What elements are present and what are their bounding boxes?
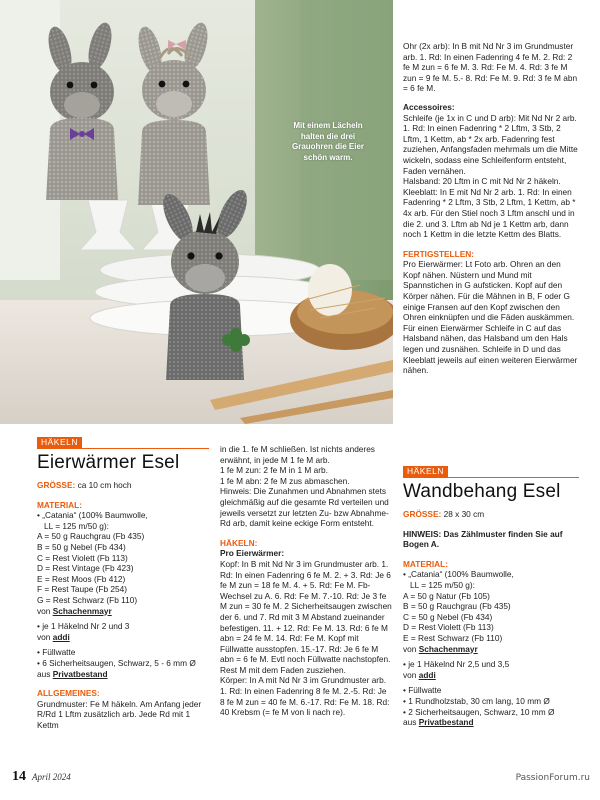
- groesse-label: GRÖSSE:: [403, 509, 442, 519]
- fe-m-abn: 1 fe M abn: 2 fe M zus abmaschen.: [220, 475, 350, 486]
- koerper-instructions: Körper: In A mit Nd Nr 3 im Grundmuster arb. 1. Rd: In einen Fadenring 8 fe M. 2.-5. Rd: Je 8 fe M zun = 40 fe M. 6.-17. Rd: Fe M. 18. Rd: 40 Krebsm (= fe M von li nach re).: [220, 675, 390, 718]
- page-footer: [12, 767, 71, 785]
- kopf-instructions: Kopf: In B mit Nd Nr 3 im Grundmuster arb. 1. Rd: In einen Fadenring 6 fe M. 2. + 3. Rd: Je 6 fe M zun = 18 fe M. 4. + 5. Rd: Fe M. Fb-Wechsel zu A. 6. Rd: Fe M. 7.-10. Rd: Je 3 fe M zun = 30 fe M. 2 Sicherheitsaugen zwischen der 6. und 7. Rd mit 3 M Abstand zueinander befestigen. 11. + 12. Rd: Fe M. 13. Rd: 6 fe M abn = 24 fe M. 14. Rd: Fe M. Kopf mit Füllwatte ausstopfen. 15.-17. Rd: Je 6 fe M abn = 6 fe M. Evtl noch Füllwatte nachstopfen. Rest M mit dem Faden zusziehen.: [220, 558, 392, 675]
- von-text: von: [403, 669, 417, 680]
- hero-photo: [0, 0, 393, 424]
- von-text: von: [37, 631, 51, 642]
- yarn-item: E = Rest Schwarz (Fb 110): [403, 632, 503, 643]
- aus-text: aus: [403, 717, 417, 728]
- needle-item: • je 1 Häkelnd Nr 2 und 3: [37, 621, 130, 632]
- needle-item: • je 1 Häkelnd Nr 2,5 und 3,5: [403, 659, 510, 670]
- allgemeines-heading: ALLGEMEINES:: [37, 688, 100, 699]
- yarn-line-2: LL = 125 m/50 g):: [44, 520, 109, 531]
- accessoires-heading: Accessoires:: [403, 101, 455, 112]
- photo-caption: Mit einem Lächeln halten die drei Grauohren die Eier schön warm.: [291, 121, 365, 162]
- fertigstellen-heading: FERTIGSTELLEN:: [403, 248, 474, 259]
- brand-schachenmayr: Schachenmayr: [52, 605, 112, 616]
- photo-illustration: [0, 0, 393, 424]
- von-text: von: [37, 605, 51, 616]
- right-column-bottom: [403, 466, 579, 728]
- brand-addi: addi: [418, 669, 436, 680]
- haekeln-heading: HÄKELN:: [220, 537, 258, 548]
- fertigstellen-text-2: Für einen Eierwärmer Schleife in C auf das Halsband nähen, das Halsband um den Hals legen und zusnähen. Schleife in D und das Kleeblatt jeweils auf einen weiteren Eierwärmer nähen.: [403, 322, 578, 376]
- fill-item: • Füllwatte: [403, 685, 442, 696]
- page-number: 14: [12, 769, 26, 784]
- stick-item: • 1 Rundholzstab, 30 cm lang, 10 mm Ø: [403, 695, 550, 706]
- issue-date: April 2024: [32, 772, 71, 782]
- yarn-line-2: LL = 125 m/50 g):: [410, 579, 475, 590]
- ohr-instructions: Ohr (2x arb): In B mit Nd Nr 3 im Grundmuster arb. 1. Rd: In einen Fadenring 4 fe M. 2. Rd: 2 fe M zun = 6 fe M. 3. Rd: Fe M. 4. Rd: 3 fe M zun = 9 fe M. 5.- 8. Rd: Fe M. 9. Rd: 3 fe M abn = 6 fe M.: [403, 41, 578, 94]
- brand-privatbestand: Privatbestand: [52, 668, 108, 679]
- middle-continuation: in die 1. fe M schließen. Ist nichts anderes erwähnt, in jede M 1 fe M arb.: [220, 444, 375, 465]
- aus-text: aus: [37, 668, 51, 679]
- yarn-item: C = 50 g Nebel (Fb 434): [403, 611, 493, 622]
- yarn-line-1: • „Catania“ (100% Baumwolle,: [37, 510, 148, 521]
- article-title-2: Wandbehang Esel: [403, 481, 561, 502]
- yarn-item: B = 50 g Rauchgrau (Fb 435): [403, 601, 511, 612]
- yarn-item: F = Rest Taupe (Fb 254): [37, 584, 128, 595]
- yarn-item: D = Rest Vintage (Fb 423): [37, 563, 134, 574]
- kleeblatt-instructions: Kleeblatt: In E mit Nd Nr 2 arb. 1. Rd: In einen Fadenring * 2 Lftm, 3 Stb, 2 Lftm, 1 Kettm, ab * 4x arb. Für den Stiel noch 3 Lftm anschl und in die 2. und 3. Lftm ab Nd je 1 Kettm arb, dann noch 1 Kettm in die letzte Kettm des Blatts.: [403, 186, 576, 240]
- yarn-line-1: • „Catania“ (100% Baumwolle,: [403, 569, 514, 580]
- yarn-item: D = Rest Violett (Fb 113): [403, 622, 494, 633]
- yarn-item: G = Rest Schwarz (Fb 110): [37, 594, 138, 605]
- brand-privatbestand: Privatbestand: [418, 717, 474, 728]
- groesse-value: ca 10 cm hoch: [77, 480, 132, 490]
- hinweis-text: Hinweis: Die Zunahmen und Abnahmen stets gleichmäßig auf die gesamte Rd verteilen und jeweils versetzt zur letzten Zu- bzw Abnahme-Rd arb, damit keine eckige Form entsteht.: [220, 486, 389, 529]
- brand-addi: addi: [52, 631, 70, 642]
- eyes-item: • 2 Sicherheitsaugen, Schwarz, 10 mm Ø: [403, 706, 555, 717]
- schleife-instructions: Schleife (je 1x in C und D arb): Mit Nd Nr 2 arb. 1. Rd: In einen Fadenring * 2 Lftm, 3 Stb, 2 Lftm, 1 Kettm, ab * 2x arb. Fadenring fest zuziehen, Anfangsfaden mehrmals um die Mitte wickeln, sodass eine Schleifenform entsteht, Faden vernähen.: [403, 112, 578, 176]
- yarn-item: C = Rest Violett (Fb 113): [37, 552, 128, 563]
- halsband-instructions: Halsband: 20 Lftm in C mit Nd Nr 2 häkeln.: [403, 176, 561, 187]
- pro-eierwaermer: Pro Eierwärmer:: [220, 548, 285, 559]
- material-heading: MATERIAL:: [37, 499, 83, 510]
- fe-m-zun: 1 fe M zun: 2 fe M in 1 M arb.: [220, 465, 328, 476]
- groesse-value: 28 x 30 cm: [443, 509, 485, 519]
- yarn-item: B = 50 g Nebel (Fb 434): [37, 541, 126, 552]
- hinweis-zaehlmuster: HINWEIS: Das Zählmuster finden Sie auf Bogen A.: [403, 528, 563, 550]
- eyes-item: • 6 Sicherheitsaugen, Schwarz, 5 - 6 mm Ø: [37, 657, 196, 668]
- yarn-item: A = 50 g Natur (Fb 105): [403, 590, 490, 601]
- category-tag: HÄKELN: [403, 466, 448, 477]
- fill-item: • Füllwatte: [37, 647, 76, 658]
- von-text: von: [403, 643, 417, 654]
- left-column: [37, 437, 209, 730]
- tag-rule: [37, 448, 209, 449]
- material-heading: MATERIAL:: [403, 558, 449, 569]
- grundmuster-text: Grundmuster: Fe M häkeln. Am Anfang jeder R/Rd 1 Lftm zusätzlich arb. Jede Rd mit 1 Kettm: [37, 698, 202, 730]
- yarn-item: A = 50 g Rauchgrau (Fb 435): [37, 531, 145, 542]
- article-title: Eierwärmer Esel: [37, 452, 180, 473]
- yarn-item: E = Rest Moos (Fb 412): [37, 573, 126, 584]
- groesse-label: GRÖSSE:: [37, 480, 76, 490]
- tag-rule: [403, 477, 579, 478]
- right-column-top: [403, 41, 579, 376]
- brand-schachenmayr: Schachenmayr: [418, 643, 478, 654]
- watermark: PassionForum.ru: [515, 773, 590, 783]
- fertigstellen-text-1: Pro Eierwärmer: Lt Foto arb. Ohren an den Kopf nähen. Nüstern und Mund mit Spannstichen in G aufsticken. Kopf auf den Körper nähen. Für die Mähnen in B, F oder G einige Fransen auf den Kopf zwischen den Ohren einknüpfen und die Fäden auskämmen.: [403, 259, 575, 323]
- category-tag: HÄKELN: [37, 437, 82, 448]
- middle-column: [220, 444, 392, 718]
